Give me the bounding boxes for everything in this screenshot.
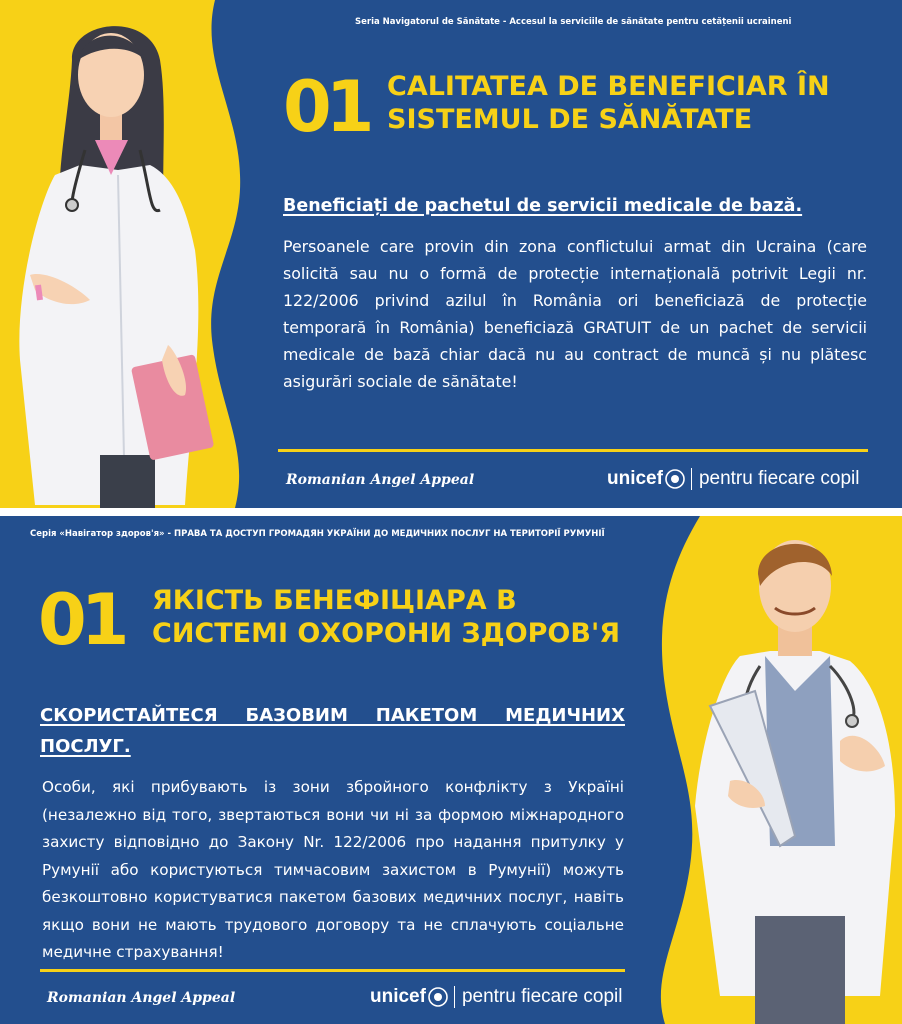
romanian-angel-appeal-logo: Romanian Angel Appeal <box>47 990 236 1006</box>
title-line-2: SISTEMUL DE SĂNĂTATE <box>387 104 753 136</box>
page-title <box>387 70 830 137</box>
title-line-1: ЯКІСТЬ БЕНЕФІЦІАРА В <box>152 585 517 616</box>
section-number: 01 <box>283 66 369 148</box>
romanian-angel-appeal-logo: Romanian Angel Appeal <box>286 472 475 488</box>
unicef-logo <box>607 468 860 490</box>
series-title: Seria Navigatorul de Sănătate - Accesul la serviciile de sănătate pentru cetățenii ucraineni <box>355 17 792 27</box>
unicef-globe-icon <box>665 469 685 489</box>
logo-separator <box>454 986 455 1008</box>
unicef-logo <box>370 986 623 1008</box>
male-doctor-illustration <box>680 516 902 1024</box>
romanian-panel <box>0 0 902 508</box>
unicef-tagline: pentru fiecare copil <box>698 468 860 489</box>
series-title: Серія «Навігатор здоров'я» - ПРАВА ТА ДОСТУП ГРОМАДЯН УКРАЇНИ ДО МЕДИЧНИХ ПОСЛУГ НА ТЕРИТОРІЇ РУМУНІЇ <box>30 529 605 539</box>
subheading: СКОРИСТАЙТЕСЯ БАЗОВИМ ПАКЕТОМ МЕДИЧНИХ ПОСЛУГ. <box>40 705 625 757</box>
title-line-2: СИСТЕМІ ОХОРОНИ ЗДОРОВ'Я <box>152 618 621 650</box>
body-paragraph: Особи, які прибувають із зони збройного конфлікту з Україні (незалежно від того, звертаються вони чи ні за формою міжнародного захисту відповідно до Закону Nr. 122/2006 про надання притулку у Румунії або користуються тимчасовим захистом в Румунії) можуть безкоштовно користуватися пакетом базових медичних послуг, навіть якщо вони не мають трудового договору та не сплачують соціальне медичне страхування! <box>42 778 624 961</box>
unicef-tagline: pentru fiecare copil <box>461 986 623 1007</box>
divider-line <box>40 969 625 972</box>
section-number: 01 <box>38 579 124 661</box>
unicef-wordmark: unicef <box>607 468 663 489</box>
subheading: Beneficiați de pachetul de servicii medicale de bază. <box>283 196 803 216</box>
logo-separator <box>691 468 692 490</box>
title-line-1: CALITATEA DE BENEFICIAR ÎN <box>387 71 830 102</box>
unicef-globe-icon <box>428 987 448 1007</box>
body-paragraph: Persoanele care provin din zona conflictului armat din Ucraina (care solicită sau nu o formă de protecție internațională potrivit Legii nr. 122/2006 privind azilul în România ori beneficiază de protecție temporară în România) beneficiază GRATUIT de un pachet de servicii medicale de bază chiar dacă nu au contract de muncă și nu plătesc asigurări sociale de sănătate! <box>283 237 867 391</box>
unicef-wordmark: unicef <box>370 986 426 1007</box>
ukrainian-panel <box>0 516 902 1024</box>
female-doctor-illustration <box>0 0 260 508</box>
divider-line <box>278 449 868 452</box>
page-title <box>152 584 620 651</box>
